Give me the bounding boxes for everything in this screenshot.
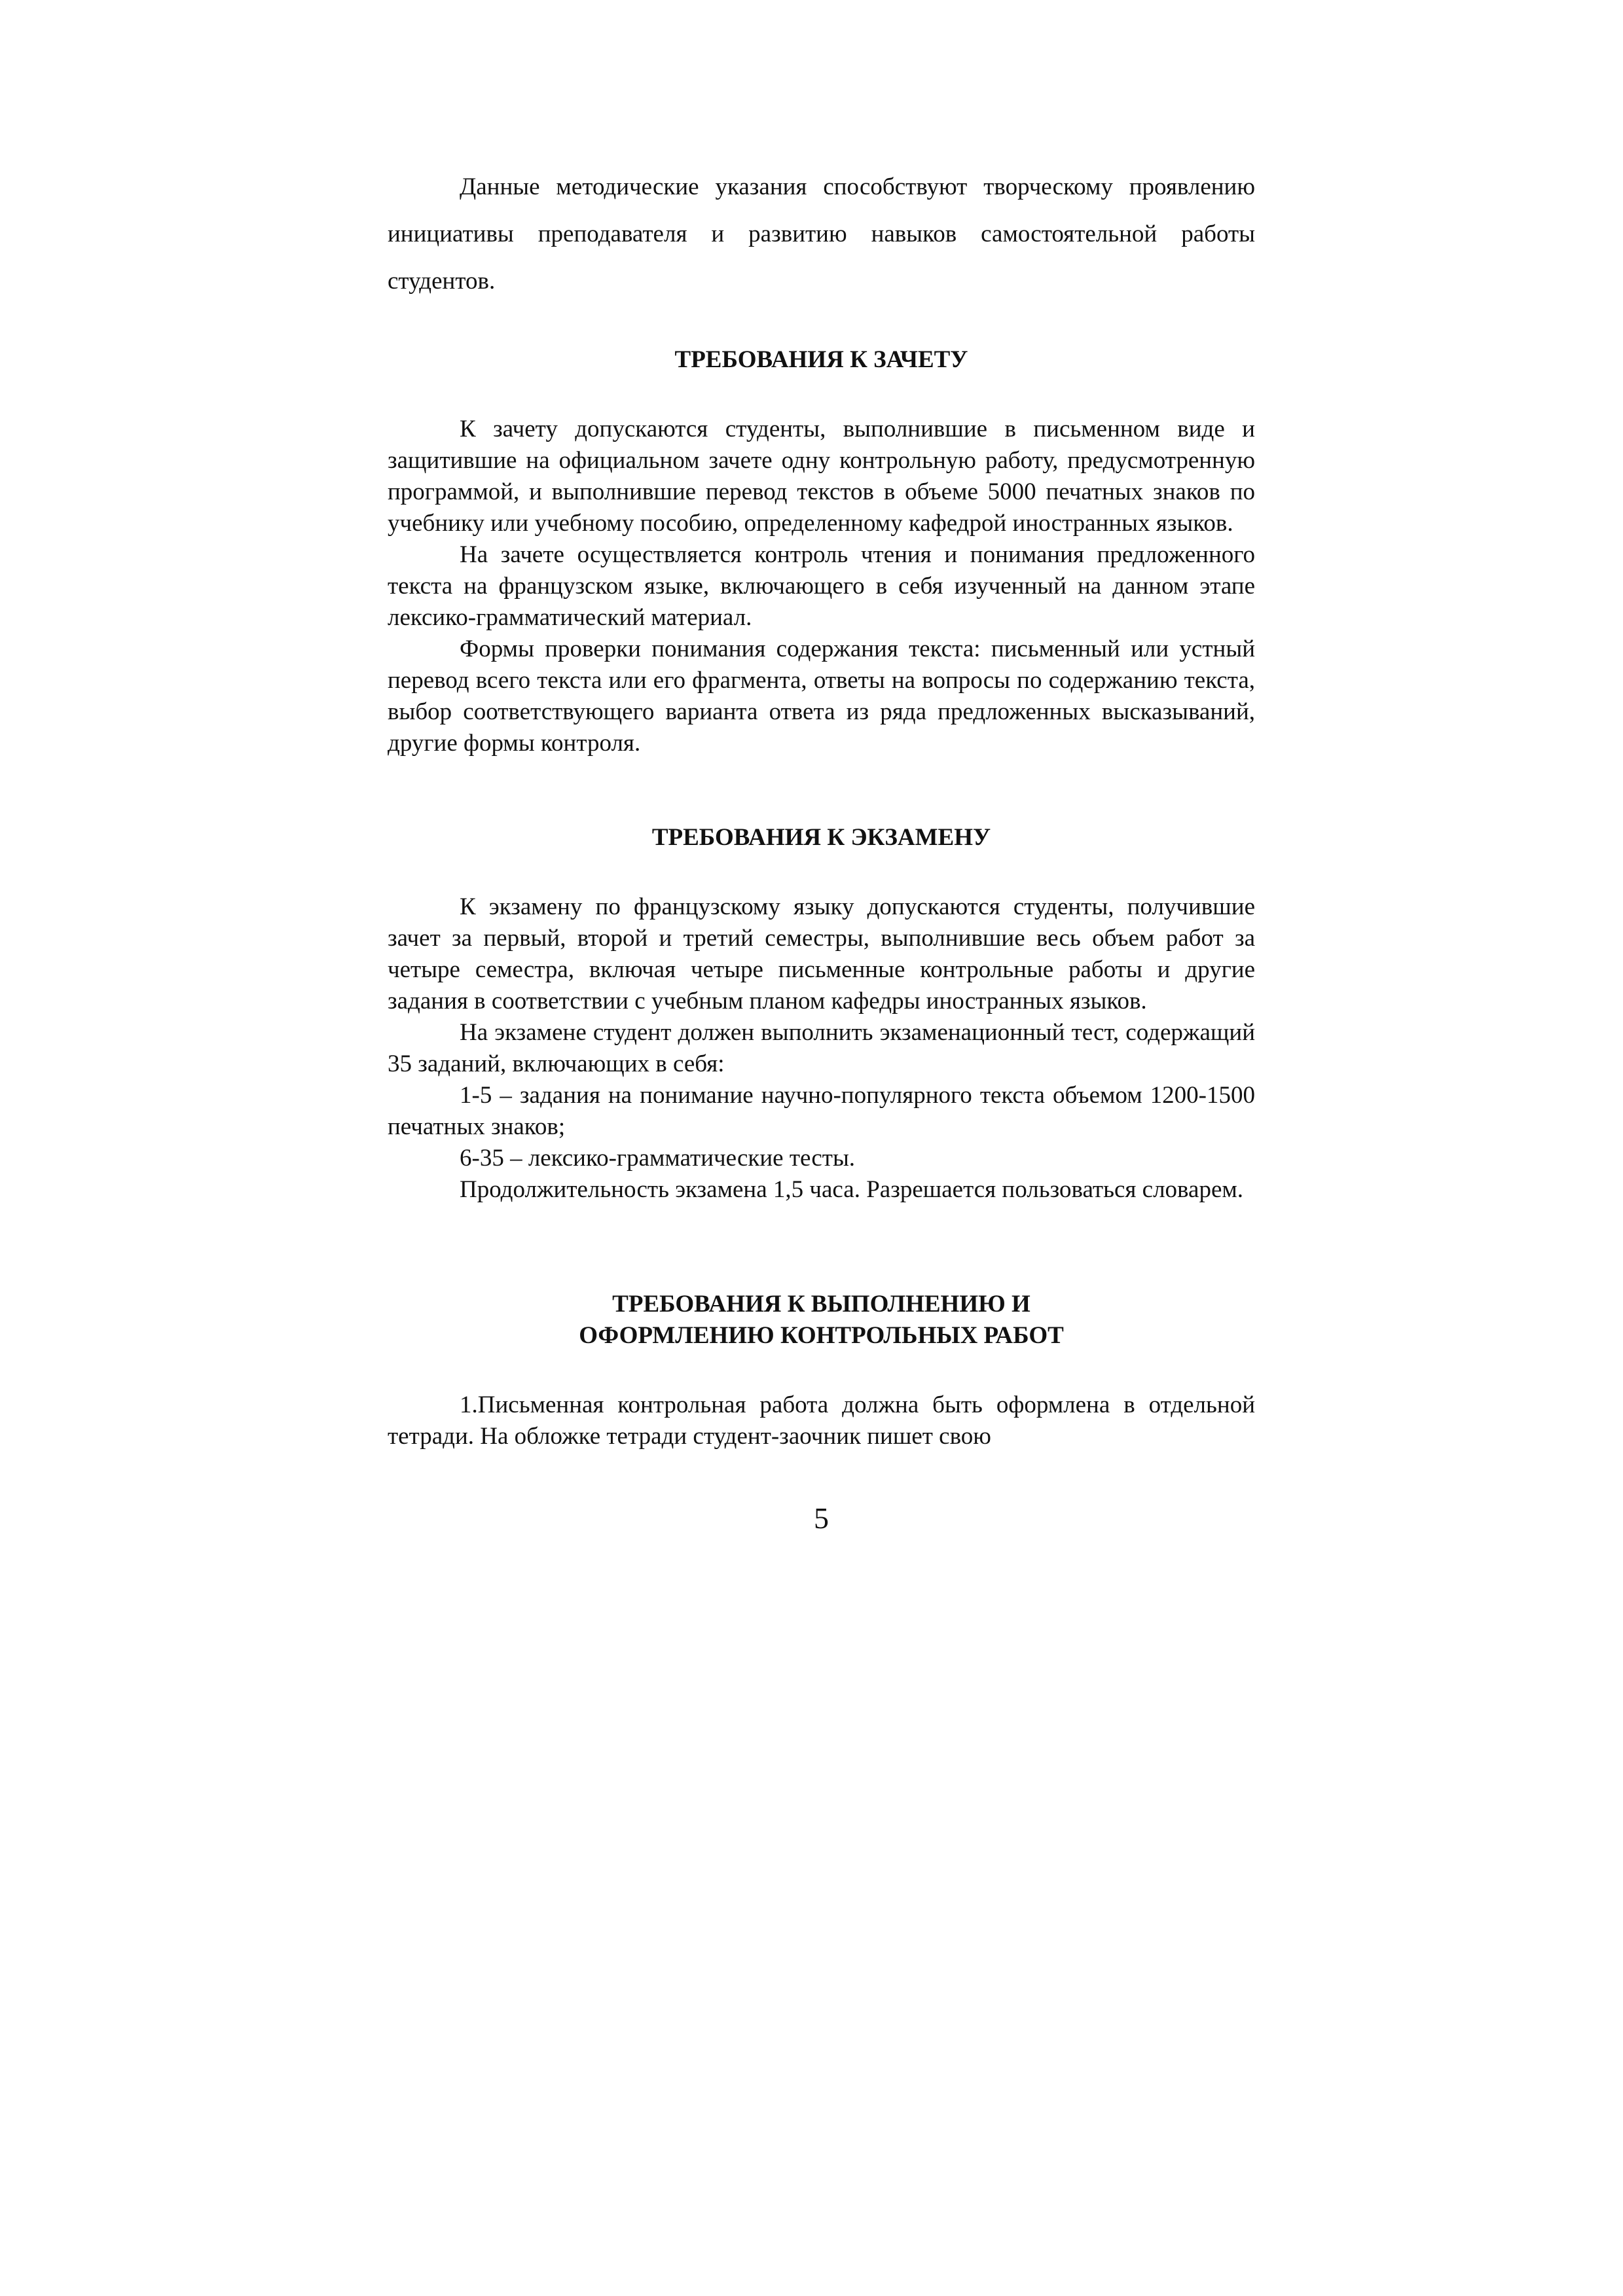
credit-paragraph: К зачету допускаются студенты, выполнившие в письменном виде и защитившие на официальном зачете одну контрольную работу, предусмотренную программой, и выполнившие перевод текстов в объеме 5000 печатных знаков по учебнику или учебному пособию, определенному кафедрой иностранных языков. bbox=[388, 416, 1255, 537]
tests-heading-line-1: ТРЕБОВАНИЯ К ВЫПОЛНЕНИЮ И bbox=[612, 1291, 1030, 1318]
intro-section bbox=[388, 164, 1255, 305]
credit-heading: ТРЕБОВАНИЯ К ЗАЧЕТУ bbox=[674, 346, 968, 373]
exam-paragraph: К экзамену по французскому языку допускаются студенты, получившие зачет за первый, второй и третий семестры, выполнившие весь объем работ за четыре семестра, включая четыре письменные контрольные работы и другие задания в соответствии с учебным планом кафедры иностранных языков. bbox=[388, 893, 1255, 1014]
tests-paragraph: 1.Письменная контрольная работа должна быть оформлена в отдельной тетради. На обложке тетради студент-заочник пишет свою bbox=[388, 1391, 1255, 1450]
tests-section bbox=[388, 1289, 1255, 1452]
exam-paragraph: Продолжительность экзамена 1,5 часа. Разрешается пользоваться словарем. bbox=[460, 1176, 1244, 1203]
intro-paragraph: Данные методические указания способствуют творческому проявлению инициативы преподавателя и развитию навыков самостоятельной работы студентов. bbox=[388, 173, 1255, 295]
credit-section bbox=[388, 344, 1255, 759]
exam-paragraph: 1-5 – задания на понимание научно-популярного текста объемом 1200-1500 печатных знаков; bbox=[388, 1082, 1255, 1140]
page-number: 5 bbox=[814, 1501, 829, 1535]
tests-heading-line-2: ОФОРМЛЕНИЮ КОНТРОЛЬНЫХ РАБОТ bbox=[579, 1322, 1064, 1349]
exam-paragraph: На экзамене студент должен выполнить экзаменационный тест, содержащий 35 заданий, включающих в себя: bbox=[388, 1019, 1255, 1077]
credit-paragraph: На зачете осуществляется контроль чтения и понимания предложенного текста на французском языке, включающего в себя изученный на данном этапе лексико-грамматический материал. bbox=[388, 541, 1255, 631]
exam-paragraph: 6-35 – лексико-грамматические тесты. bbox=[460, 1145, 856, 1172]
exam-heading: ТРЕБОВАНИЯ К ЭКЗАМЕНУ bbox=[651, 824, 991, 851]
credit-paragraph: Формы проверки понимания содержания текста: письменный или устный перевод всего текста или его фрагмента, ответы на вопросы по содержанию текста, выбор соответствующего варианта ответа из ряда предложенных высказываний, другие формы контроля. bbox=[388, 636, 1255, 757]
exam-section bbox=[388, 822, 1255, 1206]
